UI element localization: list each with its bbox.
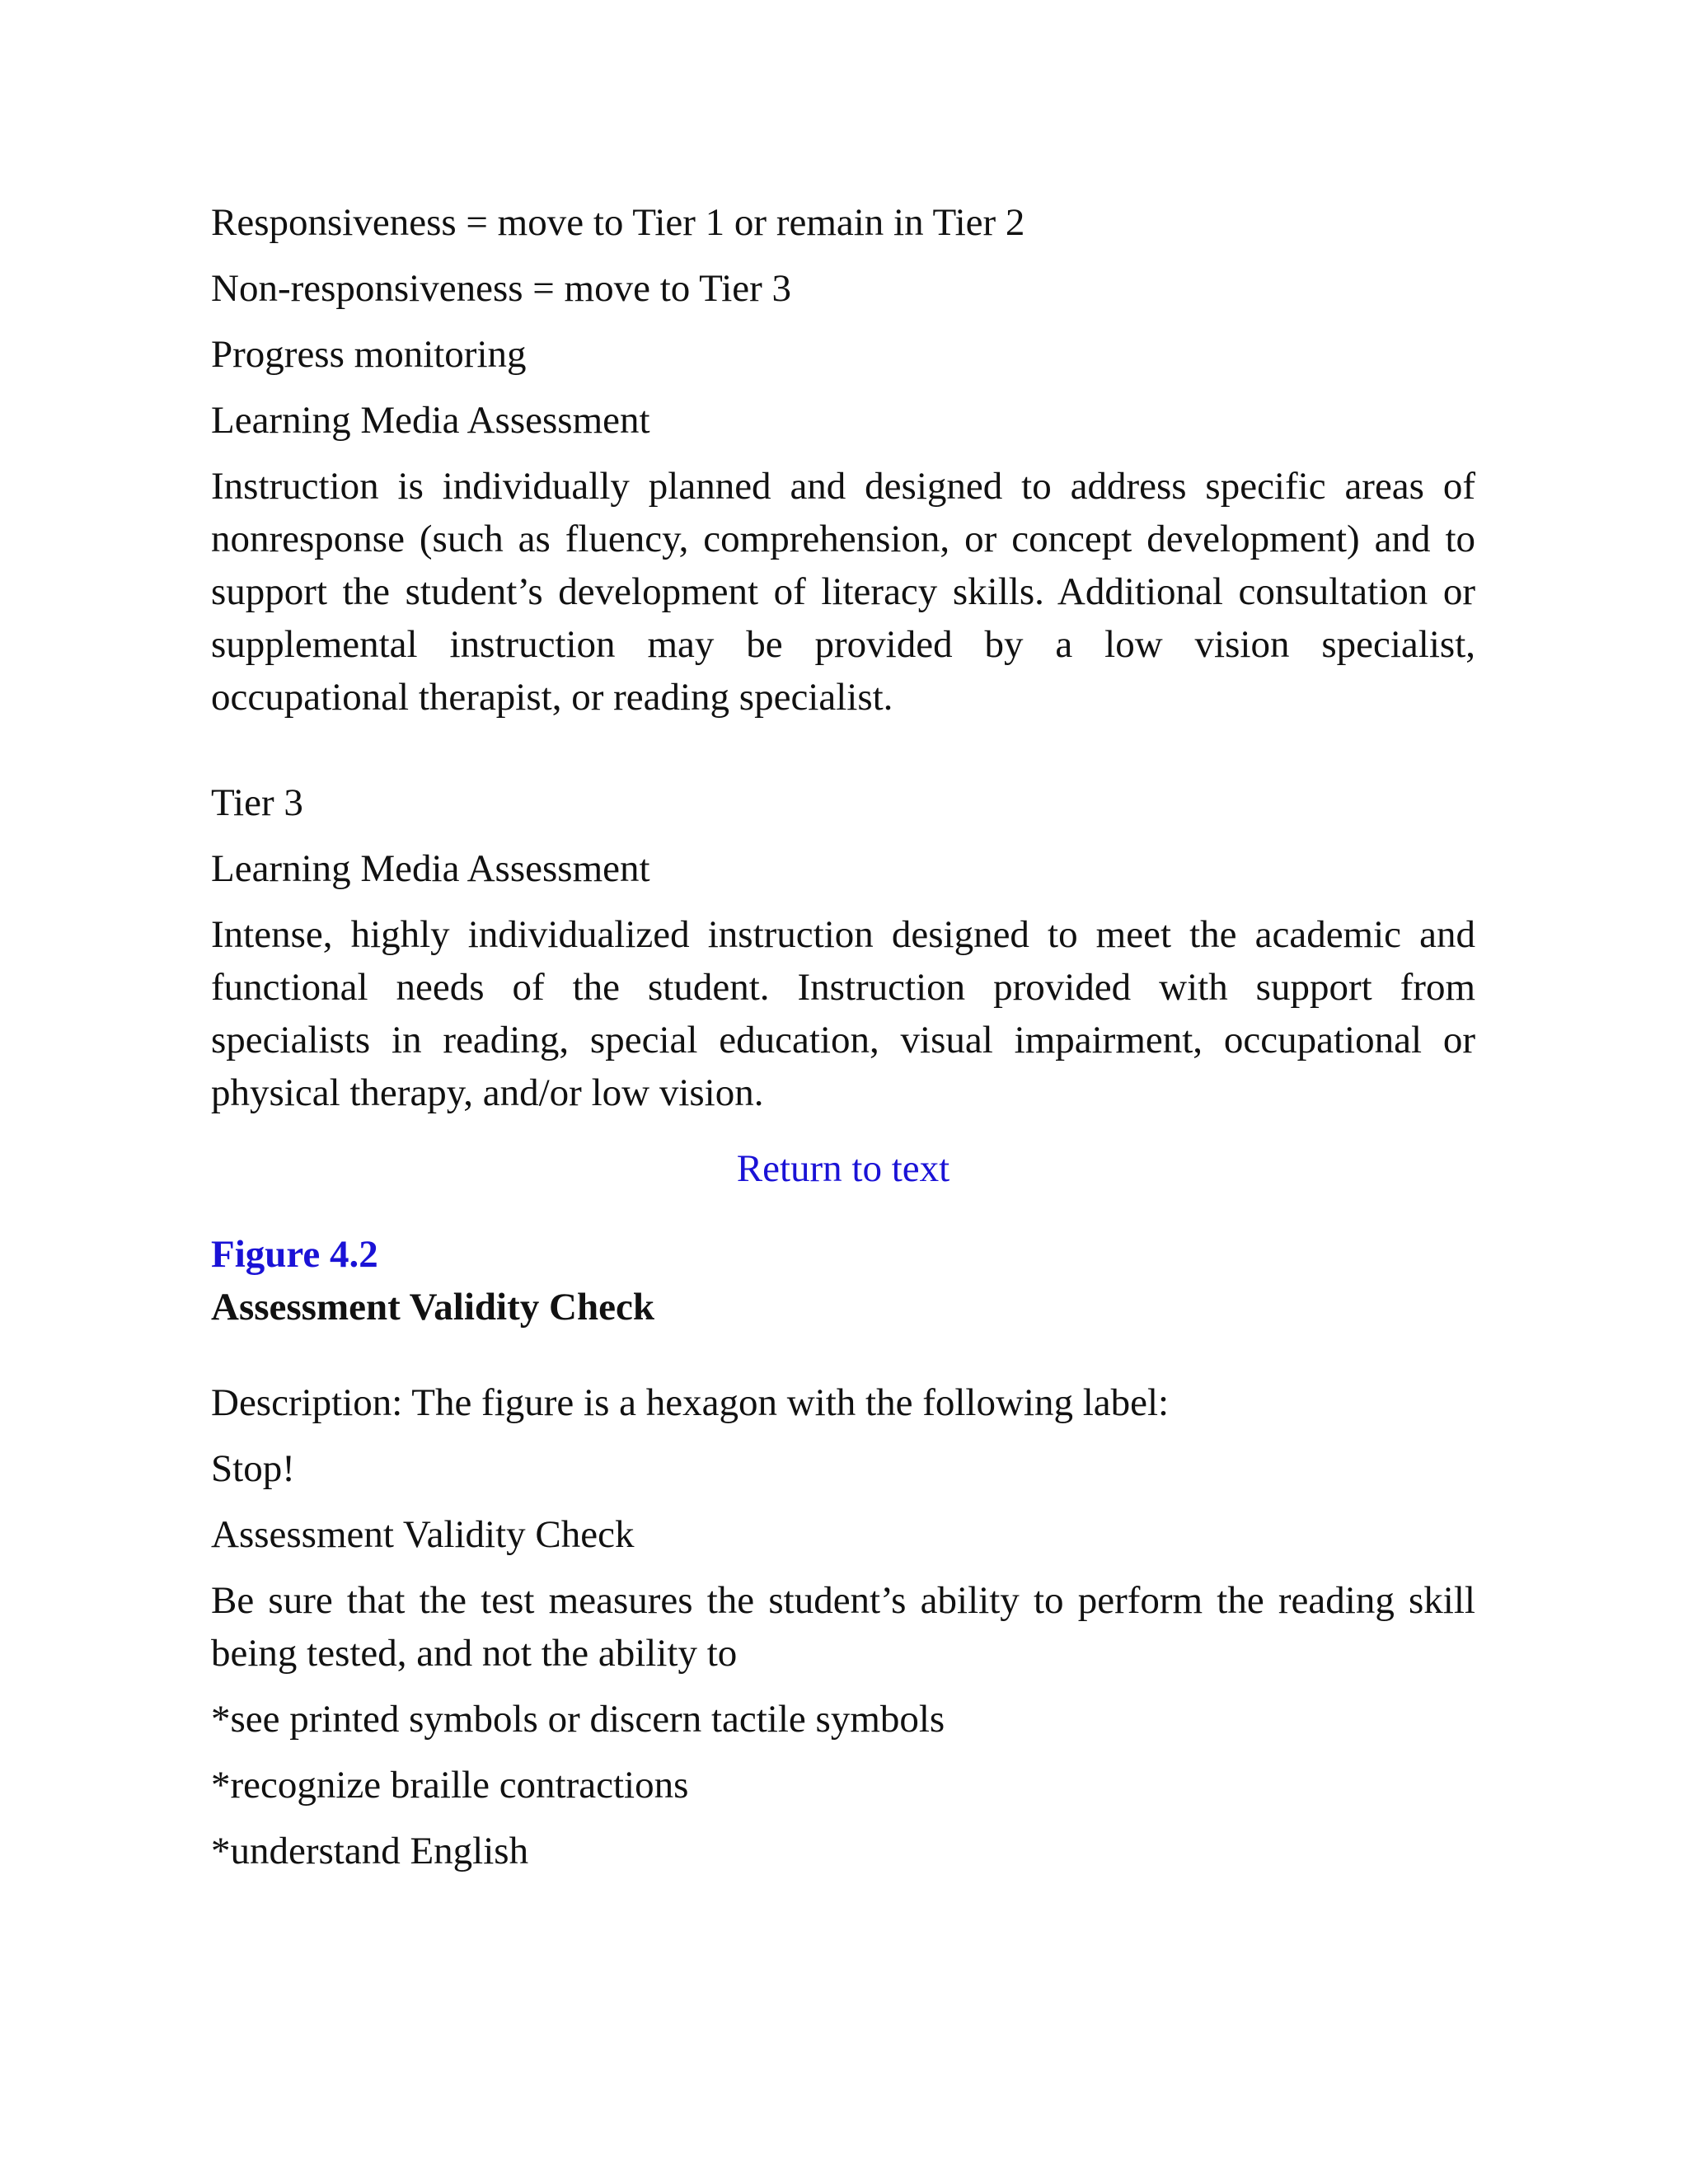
figure-label-title: Assessment Validity Check	[211, 1513, 635, 1556]
tier3-line-learning-media-assessment: Learning Media Assessment	[211, 847, 650, 890]
tier2-line-nonresponsiveness: Non-responsiveness = move to Tier 3	[211, 267, 792, 310]
tier3-heading: Tier 3	[211, 781, 303, 824]
figure-bullet-item: *understand English	[211, 1830, 529, 1872]
figure-bullet-item: *see printed symbols or discern tactile symbols	[211, 1698, 945, 1741]
figure-label-stop: Stop!	[211, 1447, 295, 1490]
document-body	[211, 196, 1475, 1891]
tier2-line-responsiveness: Responsiveness = move to Tier 1 or remain in Tier 2	[211, 201, 1025, 244]
figure-title: Assessment Validity Check	[211, 1286, 654, 1329]
tier3-instruction-paragraph: Intense, highly individualized instruction designed to meet the academic and functional needs of the student. Instruction provided with support from specialists in reading, special education, visual impairment, occupational or physical therapy, and/or low vision.	[211, 913, 1475, 1114]
return-to-text-link[interactable]: Return to text	[736, 1147, 950, 1190]
tier2-line-learning-media-assessment: Learning Media Assessment	[211, 399, 650, 442]
figure-label-body: Be sure that the test measures the student’s ability to perform the reading skill being tested, and not the ability to	[211, 1579, 1475, 1675]
figure-description: Description: The figure is a hexagon with the following label:	[211, 1381, 1170, 1424]
tier2-instruction-paragraph: Instruction is individually planned and designed to address specific areas of nonresponse (such as fluency, comprehension, or concept development) and to support the student’s development of literacy skills. Additional consultation or supplemental instruction may be provided by a low vision specialist, occupational therapist, or reading specialist.	[211, 465, 1475, 719]
tier2-line-progress-monitoring: Progress monitoring	[211, 333, 527, 376]
figure-number: Figure 4.2	[211, 1233, 378, 1276]
figure-bullet-item: *recognize braille contractions	[211, 1764, 689, 1807]
